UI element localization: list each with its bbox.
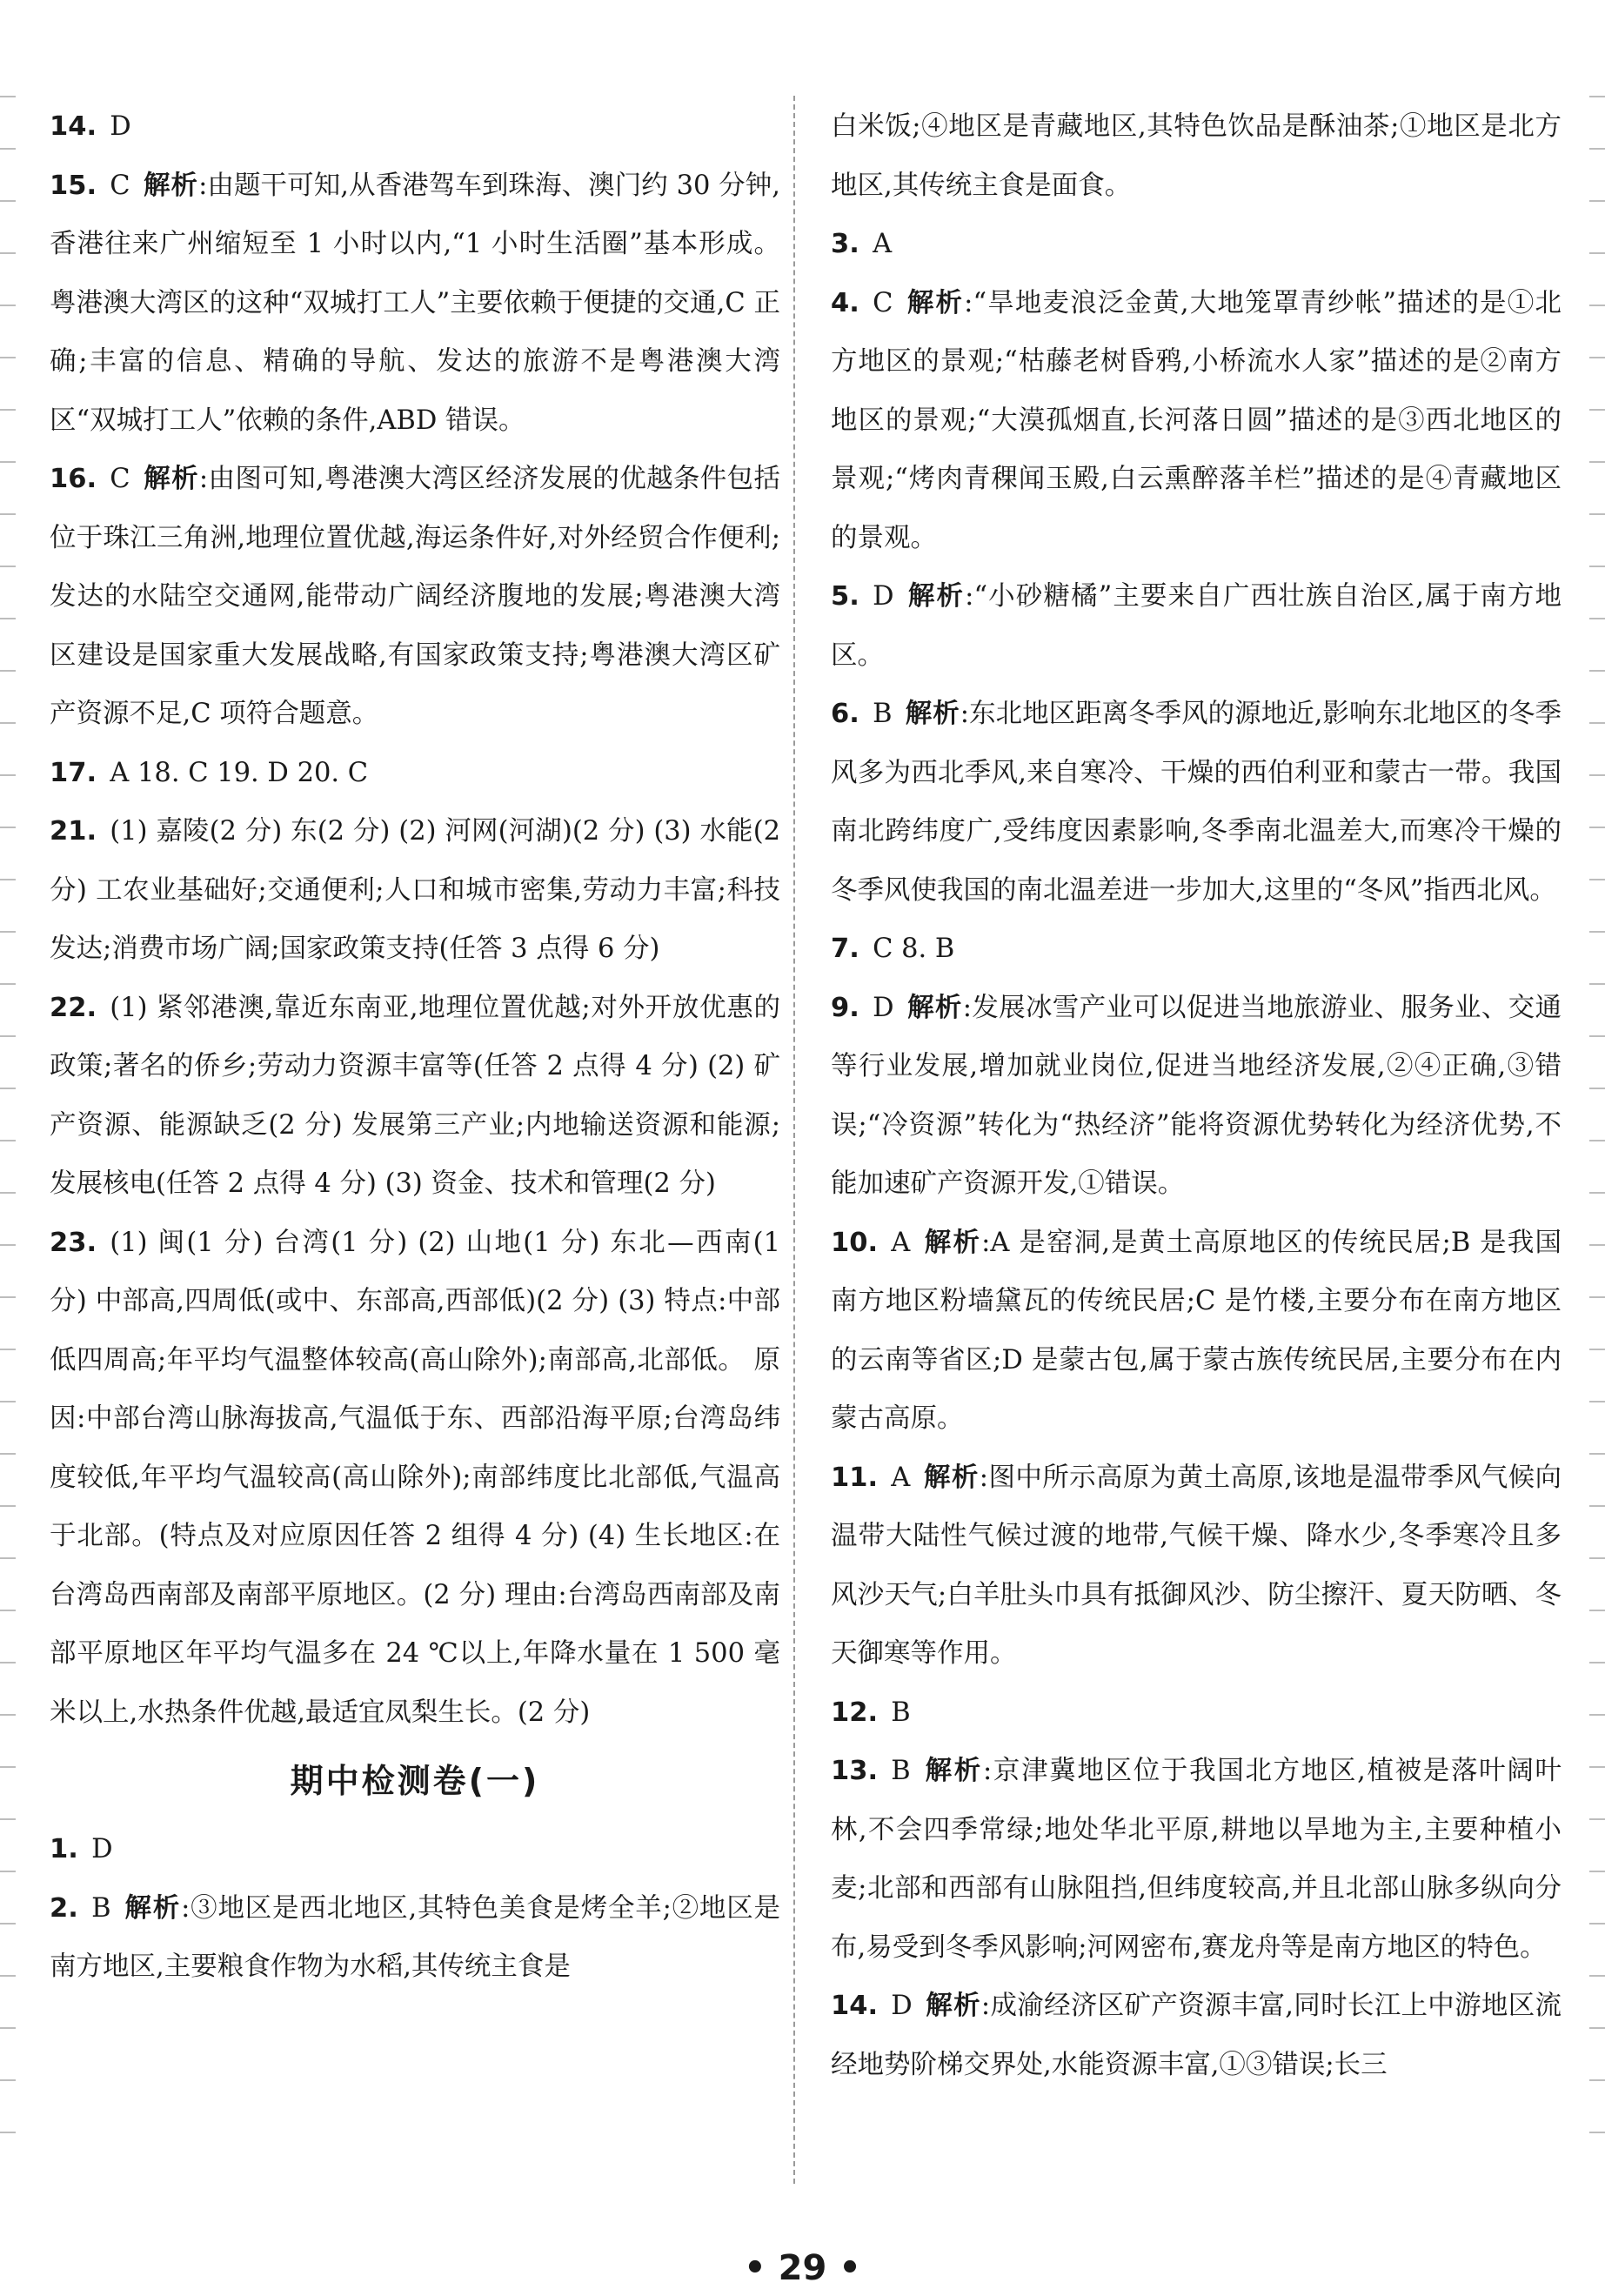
- answer-item: 4. C 解析:“旱地麦浪泛金黄,大地笼罩青纱帐”描述的是①北方地区的景观;“枯藤老树昏鸦,小桥流水人家”描述的是②南方地区的景观;“大漠孤烟直,长河落日圆”描述的是③西北地区的景观;“烤肉青稞闻玉殿,白云熏醉落羊栏”描述的是④青藏地区的景观。: [831, 286, 1562, 553]
- margin-tick: [1589, 1140, 1605, 1141]
- margin-tick: [1589, 827, 1605, 828]
- answer-item: [831, 215, 1562, 274]
- margin-tick: [0, 305, 16, 306]
- answer-explanation: 由图可知,粤港澳大湾区经济发展的优越条件包括位于珠江三角洲,地理位置优越,海运条件好,对外经贸合作便利;发达的水陆空交通网,能带动广阔经济腹地的发展;粤港澳大湾区建设是国家重大发展战略,有国家政策支持;粤港澳大湾区矿产资源不足,C 项符合题意。: [50, 464, 781, 729]
- margin-tick: [0, 1557, 16, 1559]
- answer-explanation: 东北地区距离冬季风的源地近,影响东北地区的冬季风多为西北季风,来自寒冷、干燥的西伯利亚和蒙古一带。我国南北跨纬度广,受纬度因素影响,冬季南北温差大,而寒冷干燥的冬季风使我国的南北温差进一步加大,这里的“冬风”指西北风。: [831, 699, 1562, 906]
- margin-tick: [0, 1923, 16, 1924]
- margin-tick: [1589, 670, 1605, 672]
- answer-choice: C 8. B: [873, 934, 955, 964]
- answer-choice: A: [873, 229, 893, 259]
- answer-explanation: 白米饭;④地区是青藏地区,其特色饮品是酥油茶;①地区是北方地区,其传统主食是面食。: [831, 111, 1562, 201]
- answer-item: 2. B 解析:③地区是西北地区,其特色美食是烤全羊;②地区是南方地区,主要粮食作物为水稻,其传统主食是: [50, 1891, 780, 1982]
- answer-explanation: 图中所示高原为黄土高原,该地是温带季风气候向温带大陆性气候过渡的地带,气候干燥、降水少,冬季寒冷且多风沙天气;白羊肚头巾具有抵御风沙、防尘擦汗、夏天防晒、冬天御寒等作用。: [831, 1462, 1562, 1669]
- answer-list-left: [50, 97, 780, 1742]
- margin-tick: [1589, 96, 1605, 97]
- margin-tick: [0, 357, 16, 358]
- margin-tick: [1589, 1975, 1605, 1977]
- margin-tick: [0, 827, 16, 828]
- margin-tick: [0, 1244, 16, 1246]
- answer-choice: C: [110, 464, 130, 494]
- answer-item: [50, 979, 780, 1214]
- answer-number: 5.: [831, 581, 859, 612]
- answer-explanation: 发展冰雪产业可以促进当地旅游业、服务业、交通等行业发展,增加就业岗位,促进当地经济发展,②④正确,③错误;“冷资源”转化为“热经济”能将资源优势转化为经济优势,不能加速矿产资源开发,①错误。: [831, 992, 1562, 1199]
- answer-choice: D: [873, 992, 894, 1023]
- answer-item: [50, 1820, 780, 1879]
- analysis-label: 解析: [926, 1990, 981, 2021]
- margin-tick: [1589, 1088, 1605, 1089]
- answer-choice: B: [891, 1697, 911, 1728]
- margin-tick: [1589, 879, 1605, 880]
- margin-tick: [0, 1662, 16, 1663]
- margin-tick: [1589, 1244, 1605, 1246]
- margin-tick: [1589, 1610, 1605, 1611]
- analysis-label: 解析: [923, 1755, 983, 1786]
- answer-explanation: 由题干可知,从香港驾车到珠海、澳门约 30 分钟,香港往来广州缩短至 1 小时以内,“1 小时生活圈”基本形成。粤港澳大湾区的这种“双城打工人”主要依赖于便捷的交通,C 正确;丰富的信息、精确的导航、发达的旅游不是粤港澳大湾区“双城打工人”依赖的条件,ABD 错误。: [50, 170, 780, 436]
- answer-number: 10.: [831, 1227, 879, 1258]
- margin-tick: [1589, 1923, 1605, 1924]
- margin-tick: [0, 618, 16, 619]
- margin-tick: [0, 1192, 16, 1194]
- answer-explanation: A 是窑洞,是黄土高原地区的传统民居;B 是我国南方地区粉墙黛瓦的传统民居;C 是竹楼,主要分布在南方地区的云南等省区;D 是蒙古包,属于蒙古族传统民居,主要分布在内蒙古高原。: [831, 1227, 1562, 1434]
- answer-choice: A: [891, 1227, 911, 1258]
- margin-tick: [1589, 2027, 1605, 2029]
- analysis-label: 解析: [124, 1891, 182, 1924]
- margin-tick: [0, 1401, 16, 1402]
- answer-choice: C: [873, 287, 893, 318]
- answer-number: 14.: [50, 111, 97, 142]
- margin-tick: [0, 2027, 16, 2029]
- analysis-label: 解析: [923, 1461, 980, 1493]
- margin-tick: [1589, 200, 1605, 202]
- answer-item: [831, 920, 1562, 979]
- column-divider: [793, 96, 795, 2184]
- answer-explanation: “小砂糖橘”主要来自广西壮族自治区,属于南方地区。: [831, 581, 1562, 671]
- answer-explanation: 成渝经济区矿产资源丰富,同时长江上中游地区流经地势阶梯交界处,水能资源丰富,①③错误;长三: [831, 1991, 1562, 2080]
- answer-number: 2.: [50, 1892, 78, 1924]
- margin-tick: [1589, 409, 1605, 411]
- answer-explanation: ③地区是西北地区,其特色美食是烤全羊;②地区是南方地区,主要粮食作物为水稻,其传统主食是: [50, 1892, 780, 1982]
- margin-tick: [1589, 1871, 1605, 1872]
- margin-tick: [0, 1505, 16, 1507]
- page-number-bullet-right: •: [826, 2248, 861, 2288]
- answer-choice: D: [873, 581, 894, 612]
- answer-item: 16. C 解析:由图可知,粤港澳大湾区经济发展的优越条件包括位于珠江三角洲,地理位置优越,海运条件好,对外经贸合作便利;发达的水陆空交通网,能带动广阔经济腹地的发展;粤港澳大湾区建设是国家重大发展战略,有国家政策支持;粤港澳大湾区矿产资源不足,C 项符合题意。: [50, 463, 781, 729]
- margin-tick: [0, 1296, 16, 1298]
- answer-explanation: (1) 闽(1 分) 台湾(1 分) (2) 山地(1 分) 东北—西南(1 分) 中部高,四周低(或中、东部高,西部低)(2 分) (3) 特点:中部低四周高;年平均气温整体较高(高山除外);南部高,北部低。 原因:中部台湾山脉海拔高,气温低于东、西部沿海平原;台湾岛纬度较低,年平均气温较高(高山除外);南部纬度比北部低,气温高于北部。(特点及对应原因任答 2 组得 4 分) (4) 生长地区:在台湾岛西南部及南部平原地区。(2 分) 理由:台湾岛西南部及南部平原地区年平均气温多在 24 ℃以上,年降水量在 1 500 毫米以上,水热条件优越,最适宜凤梨生长。(2 分): [50, 1227, 780, 1728]
- margin-tick: [0, 2132, 16, 2133]
- margin-tick: [1589, 148, 1605, 150]
- margin-tick: [1589, 566, 1605, 567]
- margin-tick: [1589, 1453, 1605, 1455]
- answer-number: 15.: [50, 170, 97, 201]
- margin-tick: [1589, 1296, 1605, 1298]
- answer-number: 11.: [831, 1462, 879, 1493]
- margin-tick: [0, 1035, 16, 1037]
- answer-explanation: (1) 嘉陵(2 分) 东(2 分) (2) 河网(河湖)(2 分) (3) 水能(2 分) 工农业基础好;交通便利;人口和城市密集,劳动力丰富;科技发达;消费市场广阔;国家政策支持(任答 3 点得 6 分): [50, 816, 780, 964]
- answer-number: 3.: [831, 229, 859, 259]
- margin-tick: [0, 2079, 16, 2081]
- answer-number: 4.: [831, 287, 859, 318]
- answer-item: 11. A 解析:图中所示高原为黄土高原,该地是温带季风气候向温带大陆性气候过渡的地带,气候干燥、降水少,冬季寒冷且多风沙天气;白羊肚头巾具有抵御风沙、防尘擦汗、夏天防晒、冬天御寒等作用。: [831, 1461, 1562, 1669]
- margin-tick: [1589, 1818, 1605, 1820]
- margin-tick: [0, 1349, 16, 1350]
- margin-tick: [0, 1453, 16, 1455]
- page-number-text: 29: [778, 2248, 827, 2288]
- answer-choice: D: [891, 1991, 913, 2021]
- answer-choice: B: [873, 699, 893, 729]
- margin-tick: [0, 1714, 16, 1716]
- margin-tick: [1589, 357, 1605, 358]
- margin-tick: [1589, 1557, 1605, 1559]
- answer-item: [50, 1214, 780, 1743]
- margin-tick: [0, 409, 16, 411]
- answer-number: 23.: [50, 1227, 97, 1258]
- answer-choice: B: [891, 1756, 911, 1786]
- answer-choice: D: [110, 111, 131, 142]
- answer-item: 6. B 解析:东北地区距离冬季风的源地近,影响东北地区的冬季风多为西北季风,来自寒冷、干燥的西伯利亚和蒙古一带。我国南北跨纬度广,受纬度因素影响,冬季南北温差大,而寒冷干燥的冬季风使我国的南北温差进一步加大,这里的“冬风”指西北风。: [831, 698, 1562, 906]
- margin-tick: [1589, 513, 1605, 515]
- answer-item: 13. B 解析:京津冀地区位于我国北方地区,植被是落叶阔叶林,不会四季常绿;地处华北平原,耕地以旱地为主,主要种植小麦;北部和西部有山脉阻挡,但纬度较高,并且北部山脉多纵向分布,易受到冬季风影响;河网密布,赛龙舟等是南方地区的特色。: [831, 1755, 1562, 1963]
- margin-tick: [0, 461, 16, 463]
- margin-tick: [1589, 461, 1605, 463]
- analysis-label: 解析: [143, 463, 199, 494]
- margin-tick: [0, 879, 16, 880]
- answer-choice: B: [91, 1892, 111, 1924]
- right-column: [831, 97, 1562, 2094]
- margin-tick: [1589, 1662, 1605, 1663]
- answer-item: [831, 97, 1562, 215]
- margin-tick: [0, 931, 16, 933]
- margin-tick: [1589, 1401, 1605, 1402]
- answer-item: 14. D 解析:成渝经济区矿产资源丰富,同时长江上中游地区流经地势阶梯交界处,水能资源丰富,①③错误;长三: [831, 1990, 1562, 2080]
- answer-item: [50, 802, 780, 979]
- answer-item: [831, 1684, 1562, 1743]
- margin-tick: [1589, 1035, 1605, 1037]
- analysis-label: 解析: [923, 1226, 982, 1258]
- margin-tick: [0, 1975, 16, 1977]
- answer-choice: C: [110, 170, 130, 201]
- margin-tick: [1589, 1192, 1605, 1194]
- margin-tick: [1589, 252, 1605, 254]
- margin-tick: [1589, 931, 1605, 933]
- answer-item: 10. A 解析:A 是窑洞,是黄土高原地区的传统民居;B 是我国南方地区粉墙黛瓦的传统民居;C 是竹楼,主要分布在南方地区的云南等省区;D 是蒙古包,属于蒙古族传统民居,主要分布在内蒙古高原。: [831, 1226, 1562, 1434]
- answer-item: [50, 744, 780, 803]
- answer-list-left-after: [50, 1820, 780, 1997]
- answer-item: 15. C 解析:由题干可知,从香港驾车到珠海、澳门约 30 分钟,香港往来广州缩短至 1 小时以内,“1 小时生活圈”基本形成。粤港澳大湾区的这种“双城打工人”主要依赖于便捷的交通,C 正确;丰富的信息、精确的导航、发达的旅游不是粤港澳大湾区“双城打工人”依赖的条件,ABD 错误。: [50, 169, 780, 436]
- margin-tick: [0, 1766, 16, 1768]
- page-number-bullet-left: •: [744, 2248, 779, 2288]
- margin-tick: [0, 774, 16, 776]
- analysis-label: 解析: [143, 169, 199, 201]
- margin-tick: [0, 566, 16, 567]
- left-column: [50, 97, 780, 1997]
- analysis-label: 解析: [906, 286, 965, 318]
- margin-tick: [1589, 1766, 1605, 1768]
- margin-tick: [1589, 1714, 1605, 1716]
- answer-number: 21.: [50, 816, 97, 847]
- margin-tick: [0, 1610, 16, 1611]
- answer-choice: A: [891, 1462, 911, 1493]
- answer-explanation: “旱地麦浪泛金黄,大地笼罩青纱帐”描述的是①北方地区的景观;“枯藤老树昏鸦,小桥流水人家”描述的是②南方地区的景观;“大漠孤烟直,长河落日圆”描述的是③西北地区的景观;“烤肉青稞闻玉殿,白云熏醉落羊栏”描述的是④青藏地区的景观。: [831, 287, 1562, 553]
- answer-number: 12.: [831, 1697, 879, 1728]
- margin-tick: [0, 1140, 16, 1141]
- margin-tick: [1589, 1349, 1605, 1350]
- answer-number: 16.: [50, 464, 97, 494]
- answer-number: 1.: [50, 1834, 78, 1864]
- margin-tick: [0, 96, 16, 97]
- answer-number: 22.: [50, 992, 97, 1023]
- margin-tick: [0, 252, 16, 254]
- answer-number: 14.: [831, 1991, 879, 2021]
- answer-explanation: (1) 紧邻港澳,靠近东南亚,地理位置优越;对外开放优惠的政策;著名的侨乡;劳动力资源丰富等(任答 2 点得 4 分) (2) 矿产资源、能源缺乏(2 分) 发展第三产业;内地输送资源和能源;发展核电(任答 2 点得 4 分) (3) 资金、技术和管理(2 分): [50, 992, 780, 1199]
- margin-tick: [0, 1818, 16, 1820]
- answer-number: 9.: [831, 992, 859, 1023]
- analysis-label: 解析: [906, 580, 966, 612]
- analysis-label: 解析: [905, 698, 960, 729]
- answer-number: 13.: [831, 1756, 879, 1786]
- answer-explanation: 京津冀地区位于我国北方地区,植被是落叶阔叶林,不会四季常绿;地处华北平原,耕地以旱地为主,主要种植小麦;北部和西部有山脉阻挡,但纬度较高,并且北部山脉多纵向分布,易受到冬季风影响;河网密布,赛龙舟等是南方地区的特色。: [831, 1756, 1562, 1963]
- margin-tick: [0, 148, 16, 150]
- margin-tick: [0, 1088, 16, 1089]
- margin-tick: [0, 983, 16, 985]
- margin-tick: [1589, 722, 1605, 724]
- answer-number: 17.: [50, 757, 97, 788]
- margin-tick: [0, 200, 16, 202]
- answer-choice: A 18. C 19. D 20. C: [110, 757, 369, 788]
- margin-tick: [1589, 2079, 1605, 2081]
- margin-tick: [0, 1871, 16, 1872]
- left-margin-ticks: [0, 96, 19, 2184]
- answer-choice: D: [91, 1834, 113, 1864]
- analysis-label: 解析: [906, 991, 963, 1023]
- margin-tick: [0, 513, 16, 515]
- answer-number: 7.: [831, 934, 859, 964]
- right-margin-ticks: [1586, 96, 1605, 2184]
- margin-tick: [0, 722, 16, 724]
- answer-list-right: [831, 97, 1562, 2094]
- margin-tick: [1589, 2132, 1605, 2133]
- margin-tick: [0, 670, 16, 672]
- margin-tick: [1589, 774, 1605, 776]
- answer-number: 6.: [831, 699, 859, 729]
- section-title: 期中检测卷(一): [290, 1762, 540, 1800]
- margin-tick: [1589, 618, 1605, 619]
- margin-tick: [1589, 1505, 1605, 1507]
- margin-tick: [1589, 305, 1605, 306]
- margin-tick: [1589, 983, 1605, 985]
- answer-item: 9. D 解析:发展冰雪产业可以促进当地旅游业、服务业、交通等行业发展,增加就业岗位,促进当地经济发展,②④正确,③错误;“冷资源”转化为“热经济”能将资源优势转化为经济优势,不能加速矿产资源开发,①错误。: [831, 991, 1562, 1199]
- answer-item: 5. D 解析:“小砂糖橘”主要来自广西壮族自治区,属于南方地区。: [831, 580, 1562, 671]
- answer-item: [50, 97, 780, 157]
- page-number: [0, 2248, 1605, 2288]
